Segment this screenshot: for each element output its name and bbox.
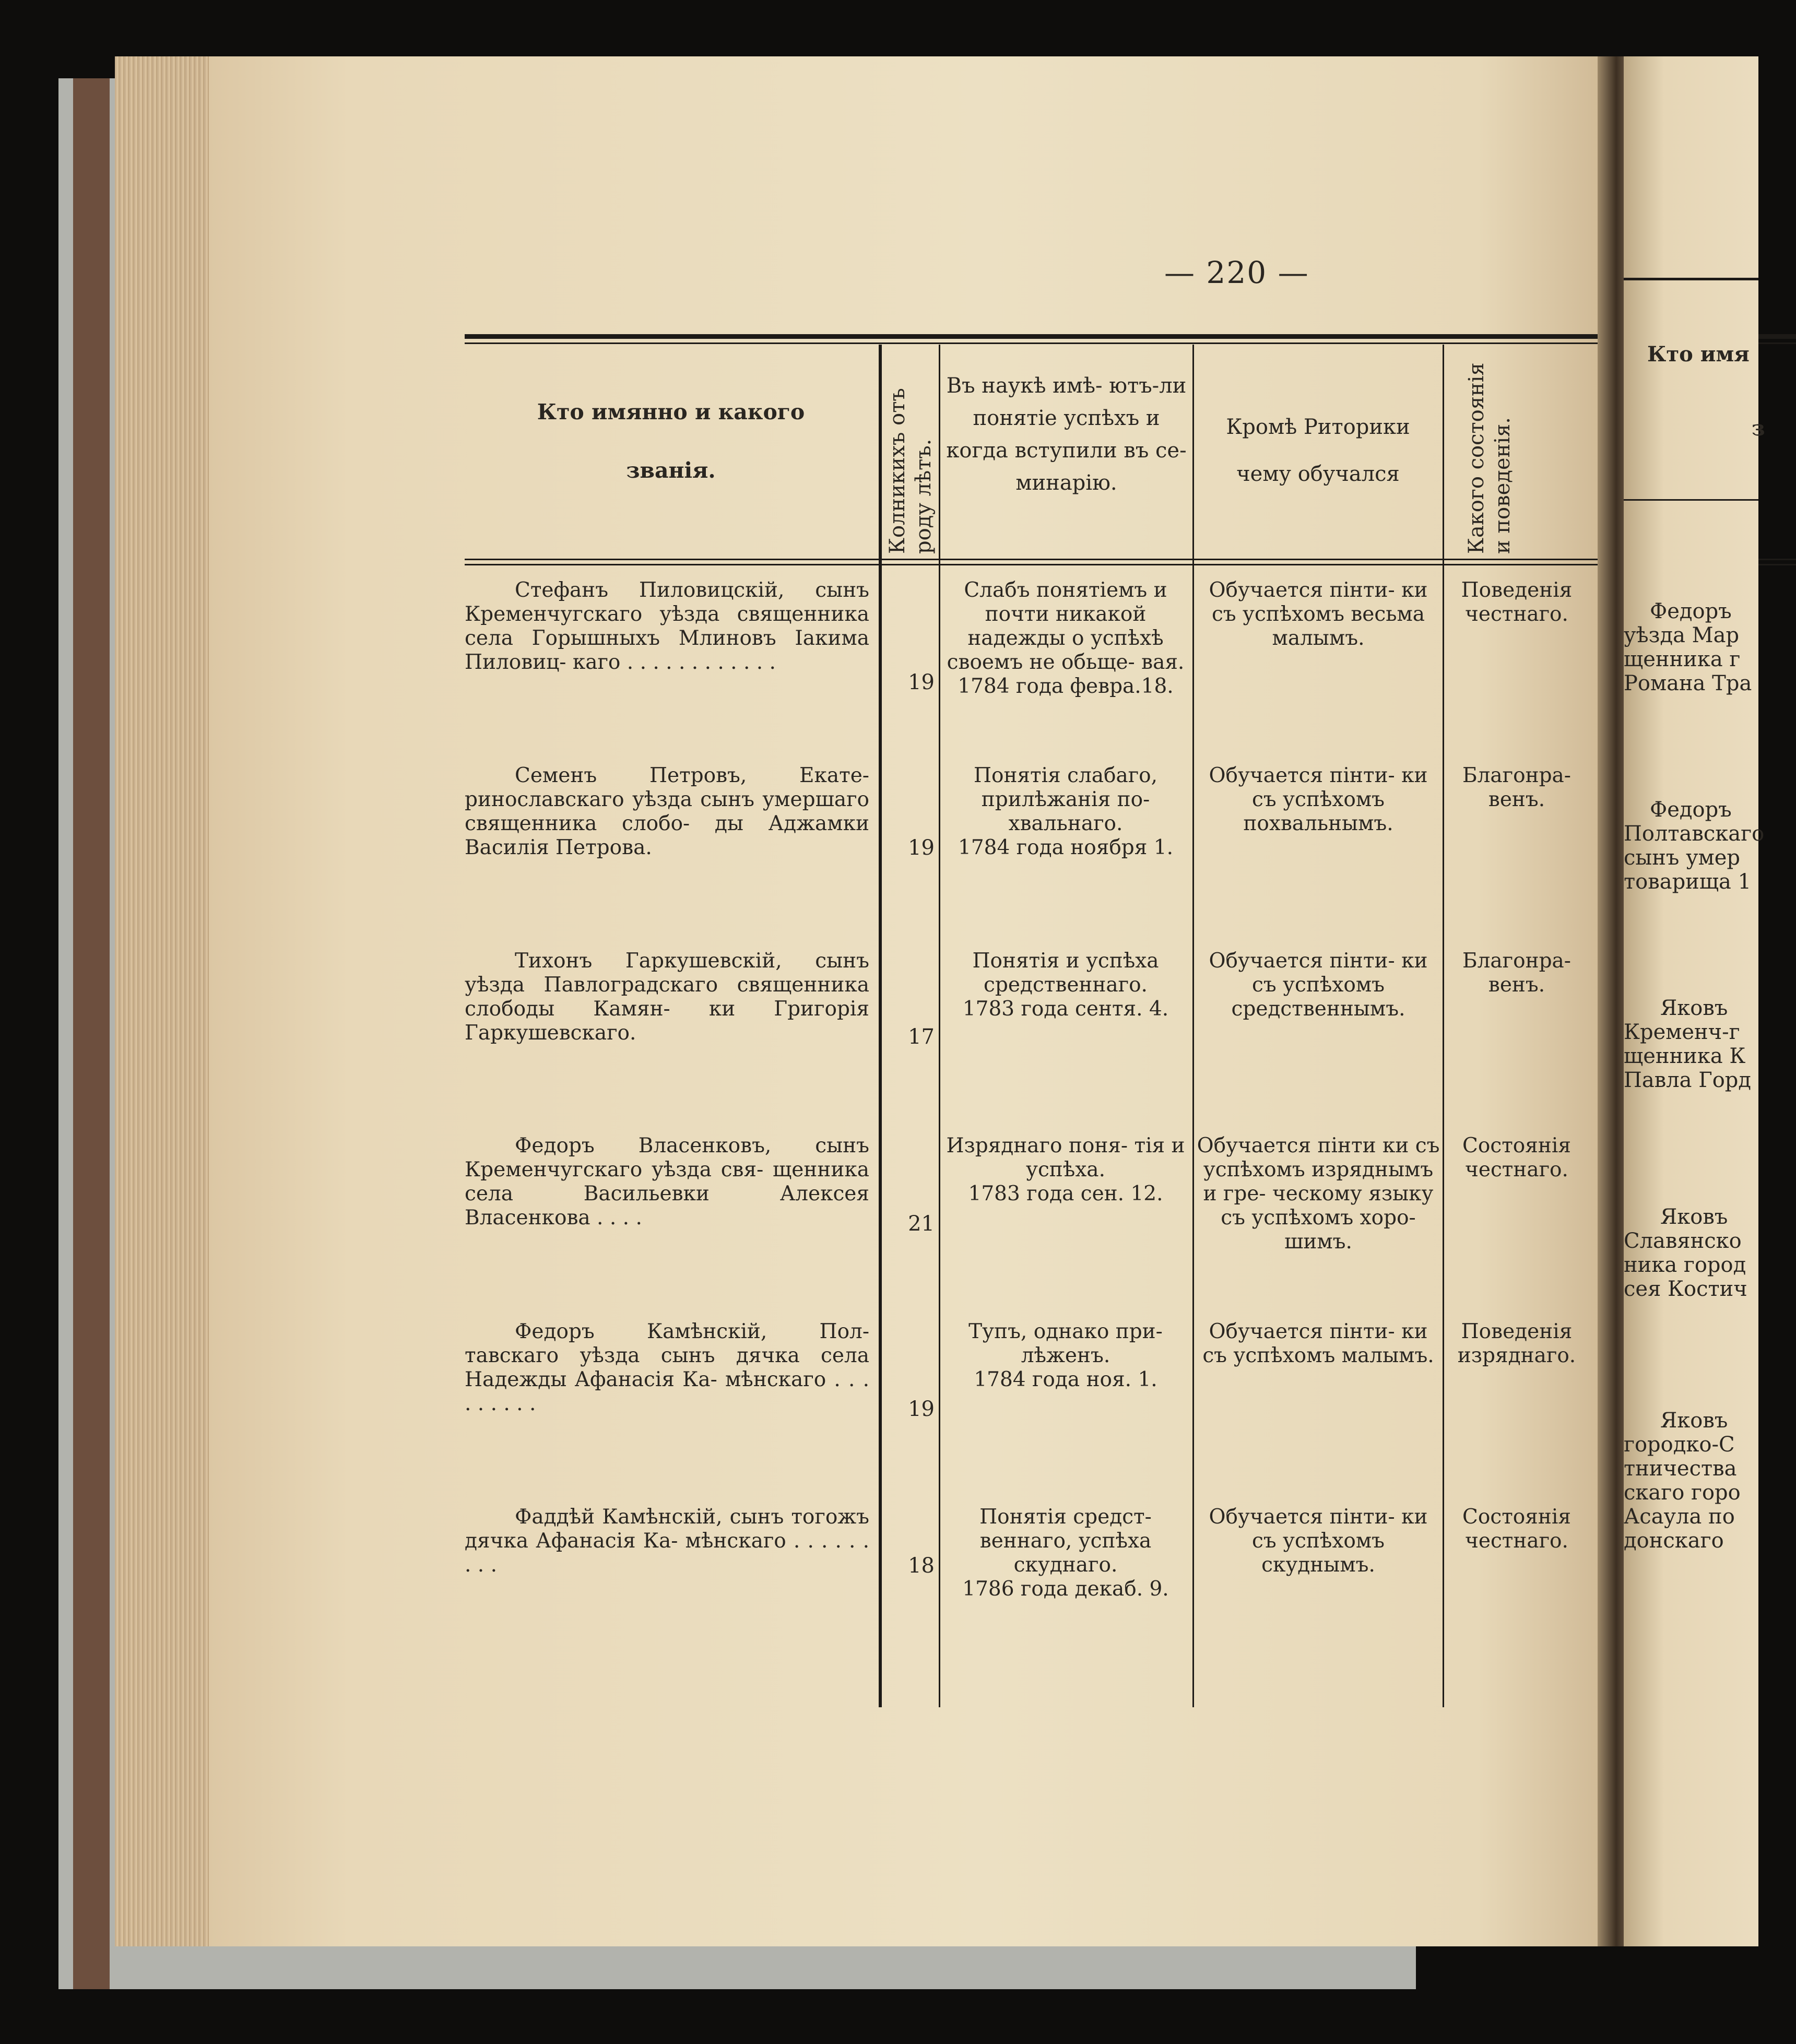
row-6-science-text: Понятія средст- веннаго, успѣха скуднаго. xyxy=(979,1505,1152,1577)
row-5-conduct: Поведенія изряднаго. xyxy=(1457,1320,1576,1367)
row-5-other: Обучается пінти- ки съ успѣхомъ малымъ. xyxy=(1202,1320,1434,1367)
right-entry-2-line: Полтавскаго xyxy=(1624,822,1765,846)
row-2-date: 1784 года ноября 1. xyxy=(958,836,1173,859)
right-entry-3-line: щенника К xyxy=(1624,1044,1746,1068)
right-entry-5-line: Асаула по xyxy=(1624,1505,1735,1529)
row-6-conduct: Состоянія честнаго. xyxy=(1462,1505,1571,1553)
row-4-age: 21 xyxy=(908,1212,935,1236)
row-6-age: 18 xyxy=(908,1554,935,1578)
book-spine-edge xyxy=(73,78,110,1989)
row-1-other: Обучается пінти- ки съ успѣхомъ весьма малымъ. xyxy=(1209,578,1428,650)
right-entry-3-line: Павла Горд xyxy=(1624,1068,1752,1092)
row-6-date: 1786 года декаб. 9. xyxy=(962,1577,1169,1601)
row-1-conduct: Поведенія честнаго. xyxy=(1461,578,1573,626)
right-entry-3-line: Кременч-г xyxy=(1624,1020,1740,1044)
right-entry-2-line: сынъ умер xyxy=(1624,846,1740,870)
row-3-age: 17 xyxy=(908,1025,935,1049)
right-entry-1-line: Федоръ xyxy=(1650,599,1732,623)
right-entry-1-line: Романа Тра xyxy=(1624,671,1752,695)
right-entry-1 xyxy=(1624,599,1752,695)
right-entry-1-line: щенника г xyxy=(1624,647,1741,671)
header-rule-2 xyxy=(465,564,1796,565)
right-entry-2-line: товарища 1 xyxy=(1624,870,1752,894)
row-6-name: Фаддѣй Камѣнскій, сынъ тогожъ дячка Афанасія Ка- мѣнскаго . . . . . . . . . xyxy=(465,1505,869,1577)
row-2-age: 19 xyxy=(908,836,935,860)
right-entry-5-line: скаго горо xyxy=(1624,1481,1741,1505)
row-4-date: 1783 года сен. 12. xyxy=(968,1182,1163,1206)
right-page-fragment xyxy=(1624,56,1765,1946)
row-3-conduct: Благонра- венъ. xyxy=(1462,949,1571,997)
row-2-science-text: Понятія слабаго, прилѣжанія по- хвальнаго. xyxy=(973,764,1158,835)
right-header-rule xyxy=(1624,499,1758,501)
row-2-science xyxy=(941,764,1190,860)
row-1-name: Стефанъ Пиловицскій, сынъ Кременчугскаго уѣзда священника села Горышныхъ Млиновъ Іакима Пиловиц- каго . . . . . . . . . . . . xyxy=(465,578,869,674)
page-stack-edge xyxy=(115,56,224,1946)
right-entry-3 xyxy=(1624,996,1751,1092)
row-4-conduct: Состоянія честнаго. xyxy=(1462,1134,1571,1181)
page-number: — 220 — xyxy=(1164,255,1309,290)
row-4-name: Федоръ Власенковъ, сынъ Кременчугскаго уѣзда свя- щенника села Васильевки Алексея Власенкова . . . . xyxy=(465,1134,869,1230)
header-conduct: Какого состоянія и поведенія. xyxy=(1464,362,1515,554)
row-1-date: 1784 года февра.18. xyxy=(958,675,1174,698)
right-entry-4 xyxy=(1624,1205,1747,1301)
row-1-science-text: Слабъ понятіемъ и почти никакой надежды о успѣхѣ своемъ не обьще- вая. xyxy=(947,578,1185,674)
right-entry-2 xyxy=(1624,798,1764,894)
right-entry-5 xyxy=(1624,1409,1741,1553)
row-2-name: Семенъ Петровъ, Екате- ринославскаго уѣзда сынъ умершаго священника слобо- ды Аджамки Василія Петрова. xyxy=(465,764,869,859)
col-divider-4 xyxy=(1443,345,1444,1707)
right-entry-5-line: Яковъ xyxy=(1660,1409,1728,1433)
right-entry-2-line: Федоръ xyxy=(1650,798,1732,822)
row-5-age: 19 xyxy=(908,1397,935,1421)
right-header-2: з xyxy=(1752,416,1765,441)
row-1-science xyxy=(941,578,1190,699)
row-3-other: Обучается пінти- ки съ успѣхомъ средственнымъ. xyxy=(1209,949,1428,1021)
header-rule-1 xyxy=(465,559,1796,560)
row-6-science xyxy=(941,1505,1190,1601)
row-3-name: Тихонъ Гаркушевскій, сынъ уѣзда Павлоградскаго священника слободы Камян- ки Григорія Гаркушевскаго. xyxy=(465,949,869,1045)
top-rule-thin xyxy=(465,342,1796,344)
row-5-name: Федоръ Камѣнскій, Пол- тавскаго уѣзда сынъ дячка села Надежды Афанасія Ка- мѣнскаго . . . . . . . . . xyxy=(465,1320,869,1415)
right-header: Кто имя xyxy=(1647,342,1750,367)
col-divider-1 xyxy=(879,345,882,1707)
row-5-date: 1784 года ноя. 1. xyxy=(974,1368,1157,1391)
header-science: Въ наукѣ имѣ- ютъ-ли понятіе успѣхъ и когда вступили въ се- минарію. xyxy=(946,374,1187,495)
col-divider-2 xyxy=(939,345,940,1707)
row-3-date: 1783 года сентя. 4. xyxy=(962,997,1169,1021)
row-4-science xyxy=(941,1134,1190,1206)
row-3-science xyxy=(941,949,1190,1021)
row-2-conduct: Благонра- венъ. xyxy=(1462,764,1571,811)
right-entry-4-line: Славянско xyxy=(1624,1229,1742,1253)
right-entry-5-line: тничества xyxy=(1624,1457,1737,1481)
row-4-other: Обучается пінти ки съ успѣхомъ изряднымъ и гре- ческому языку съ успѣхомъ хоро- шимъ. xyxy=(1197,1134,1440,1254)
right-entry-1-line: уѣзда Мар xyxy=(1624,623,1740,647)
header-name: Кто имянно и какого званія. xyxy=(537,399,805,483)
right-entry-4-line: сея Костич xyxy=(1624,1277,1747,1301)
right-entry-3-line: Яковъ xyxy=(1660,996,1728,1020)
row-5-science xyxy=(941,1320,1190,1392)
right-top-rule xyxy=(1624,278,1758,280)
row-4-science-text: Изряднаго поня- тія и успѣха. xyxy=(946,1134,1185,1181)
right-entry-4-line: Яковъ xyxy=(1660,1205,1728,1229)
right-entry-5-line: донскаго xyxy=(1624,1529,1724,1553)
row-1-age: 19 xyxy=(908,670,935,694)
right-entry-4-line: ника город xyxy=(1624,1253,1746,1277)
row-3-science-text: Понятія и успѣха средственнаго. xyxy=(972,949,1159,997)
row-5-science-text: Тупъ, однако при- лѣженъ. xyxy=(968,1320,1163,1367)
row-6-other: Обучается пінти- ки съ успѣхомъ скуднымъ. xyxy=(1209,1505,1428,1577)
top-rule-thick xyxy=(465,334,1796,339)
col-divider-3 xyxy=(1192,345,1194,1707)
header-other: Кромѣ Риторики чему обучался xyxy=(1226,415,1410,486)
left-page xyxy=(209,56,1618,1946)
header-age: Колникихъ отъ роду лѣтъ. xyxy=(885,387,936,554)
row-2-other: Обучается пінти- ки съ успѣхомъ похвальнымъ. xyxy=(1209,764,1428,835)
right-entry-5-line: городко-С xyxy=(1624,1433,1735,1457)
